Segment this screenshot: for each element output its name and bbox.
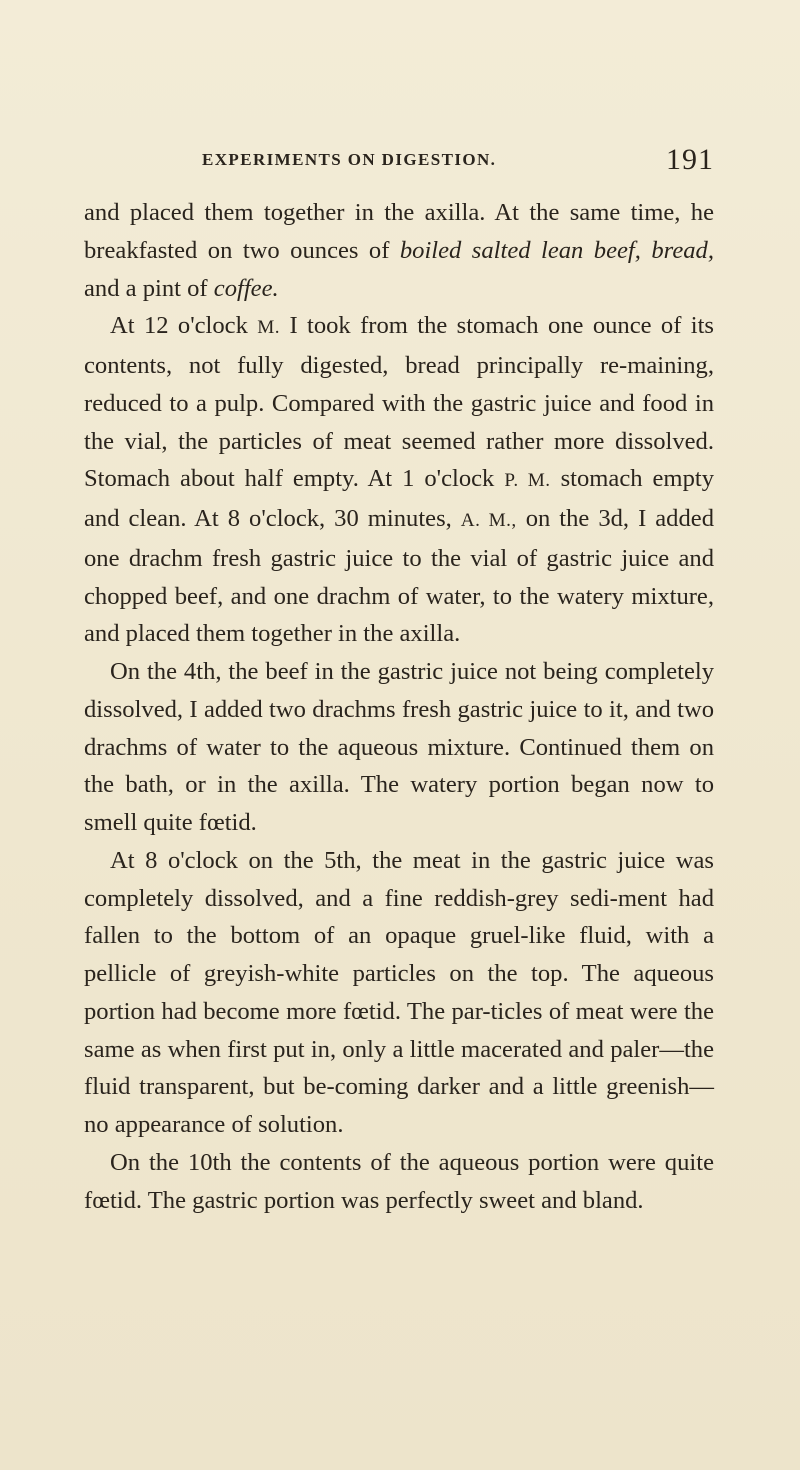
paragraph — [84, 653, 714, 842]
paragraph — [84, 307, 714, 653]
text-run: At 8 o'clock on the 5th, the meat in the gastric juice was completely dissolved, and a fine reddish-grey sedi-ment had fallen to the bottom of an opaque gruel-like fluid, with a pellicle of greyish-white particles on the top. The aqueous portion had become more fœtid. The par-ticles of meat were the same as when first put in, only a little macerated and paler—the fluid transparent, but be-coming darker and a little greenish—no appearance of solution. — [84, 846, 714, 1138]
paragraph — [84, 842, 714, 1144]
running-head — [84, 143, 714, 184]
italic-text: boiled salted lean beef, — [399, 236, 641, 264]
italic-text: coffee. — [213, 274, 279, 302]
text-run — [641, 237, 651, 264]
text-run: and a pint of — [84, 274, 214, 302]
small-caps-text: P. M. — [504, 470, 551, 492]
running-title: EXPERIMENTS ON DIGESTION. — [202, 150, 497, 169]
small-caps-text: M. — [257, 317, 281, 339]
text-run: On the 10th the contents of the aqueous portion were quite fœtid. The gastric portion was perfectly sweet and bland. — [84, 1148, 714, 1214]
text-run: and placed them together in the axilla. At the same time, he breakfasted on two ounces of — [84, 199, 714, 264]
text-run: I took from the stomach one ounce of its contents, not fully digested, bread principally re-maining, reduced to a pulp. Compared with the gastric juice and food in the vial, the particles of meat seemed rather more dissolved. Stomach about half empty. At 1 o'clock — [84, 312, 714, 493]
page-number: 191 — [666, 143, 714, 176]
italic-text: bread, — [651, 236, 714, 264]
paragraph — [84, 194, 714, 307]
text-run: stomach empty and clean. At 8 o'clock, 30 minutes, — [84, 465, 714, 532]
text-run: on the 3d, I added one drachm fresh gastric juice to the vial of gastric juice and chopped beef, and one drachm of water, to the watery mixture, and placed them together in the axilla. — [84, 505, 714, 648]
text-run: On the 4th, the beef in the gastric juice not being completely dissolved, I added two drachms fresh gastric juice to it, and two drachms of water to the aqueous mixture. Continued them on the bath, or in the axilla. The watery portion began now to smell quite fœtid. — [84, 658, 714, 836]
small-caps-text: A. M., — [460, 510, 517, 531]
text-run: At 12 o'clock — [110, 312, 258, 340]
paragraph — [84, 1144, 714, 1220]
body-text — [84, 194, 714, 1219]
